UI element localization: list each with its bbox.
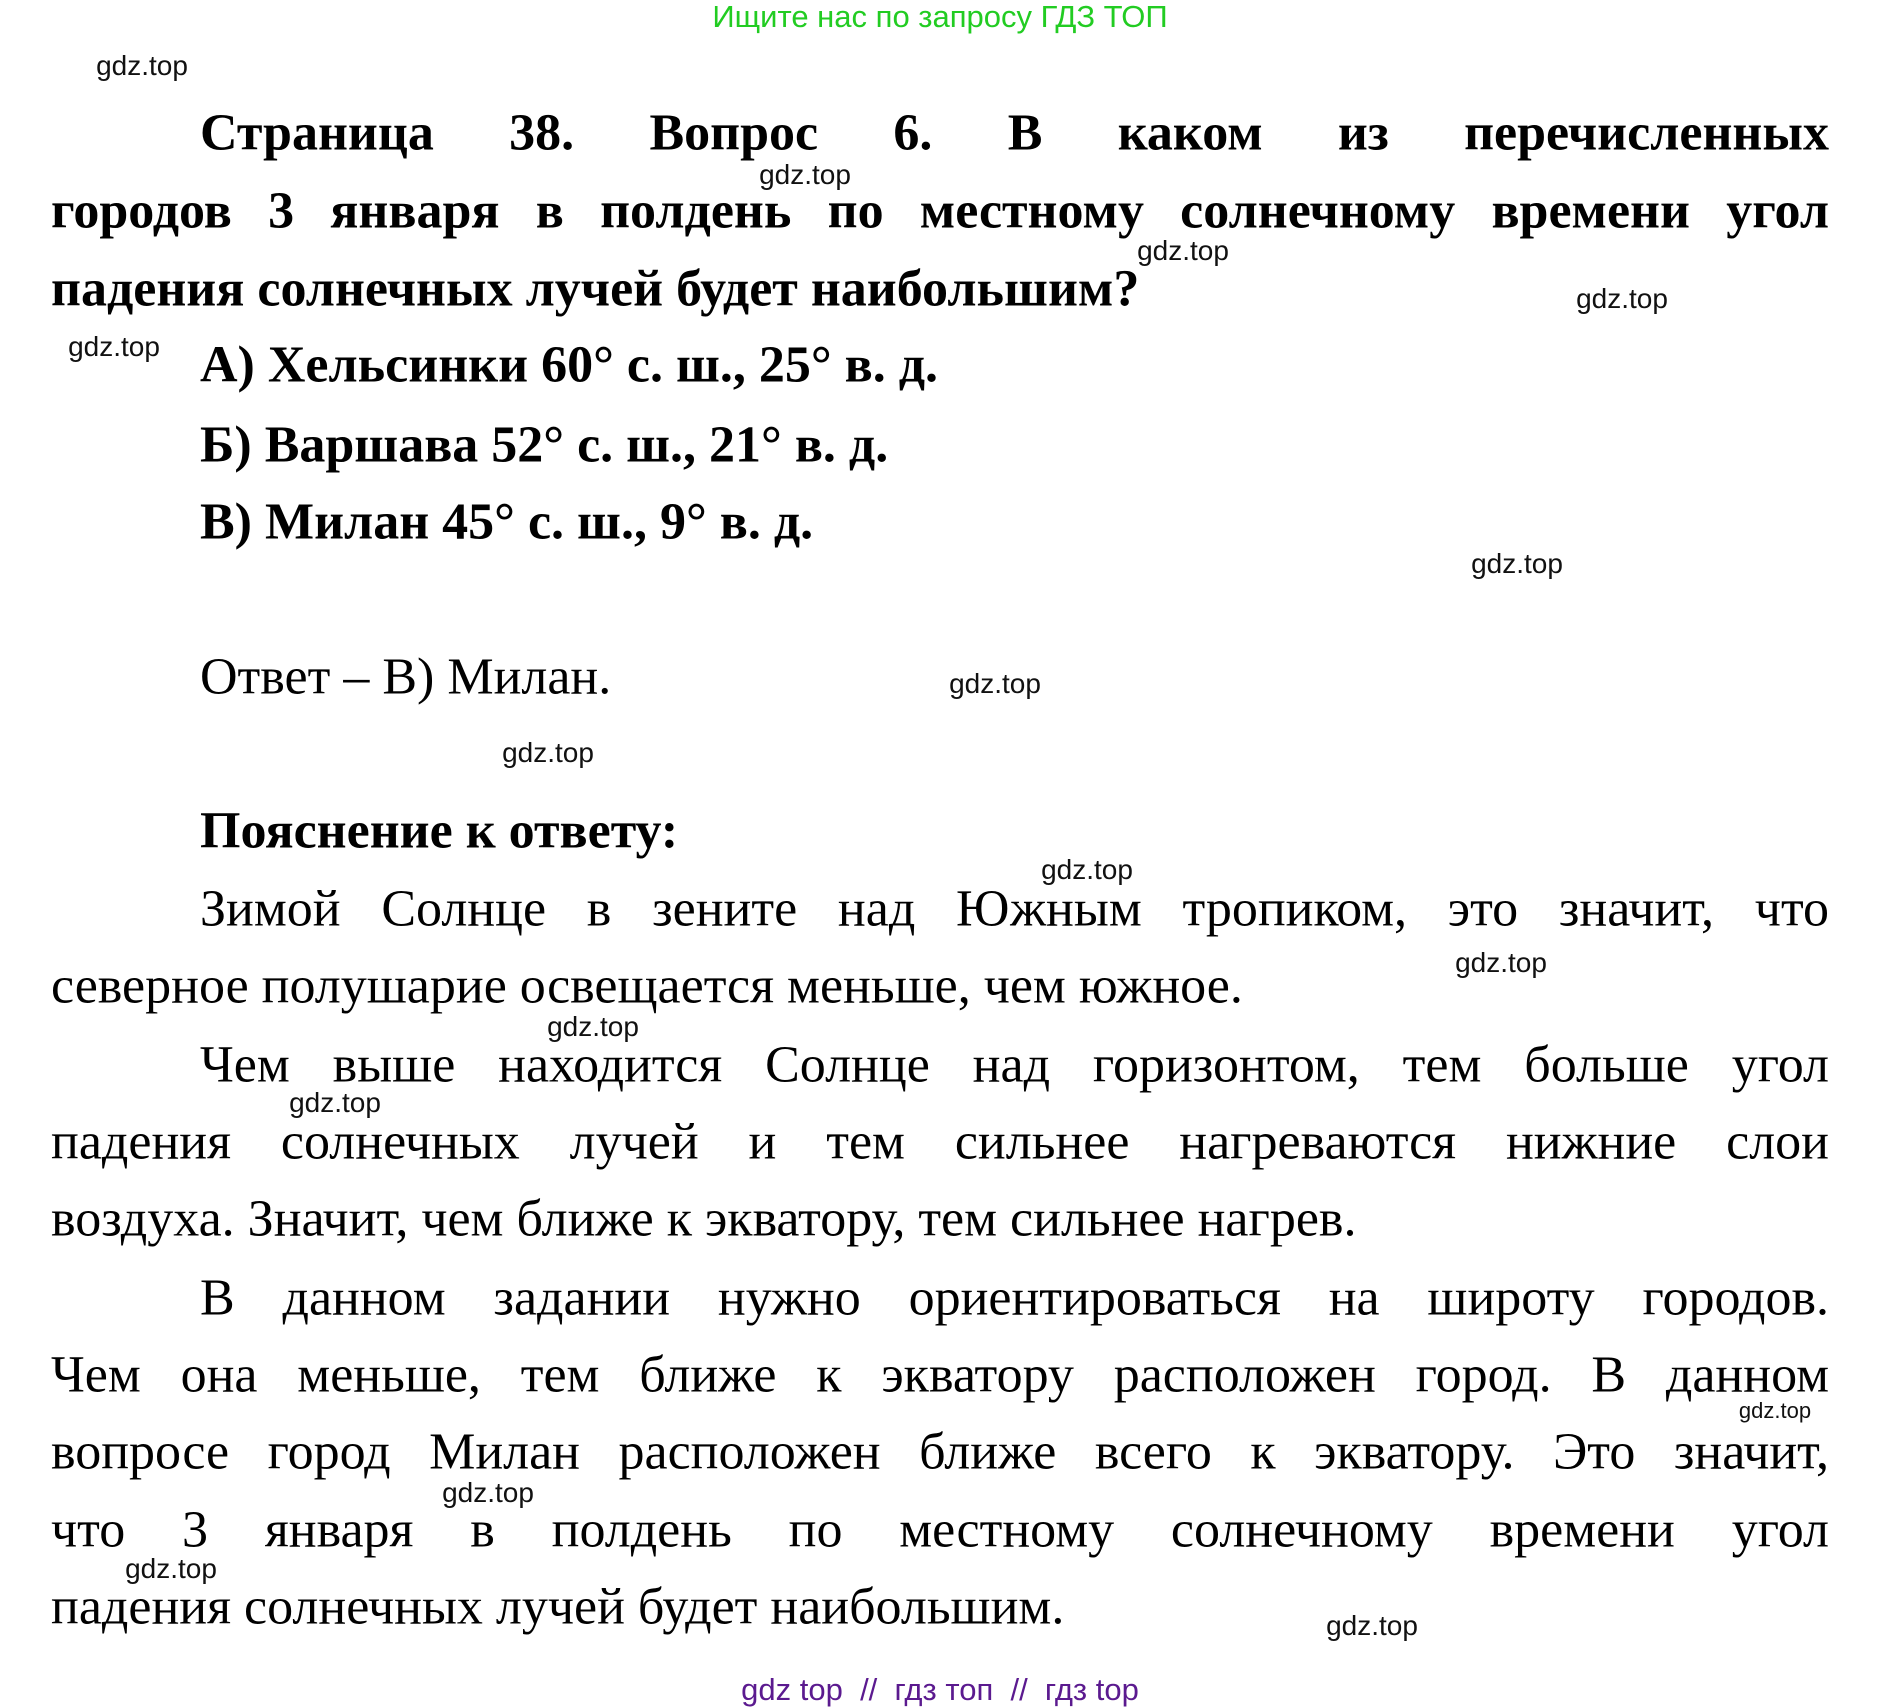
watermark: gdz.top: [289, 1087, 381, 1118]
question-line: падения солнечных лучей будет наибольшим?: [51, 260, 1140, 318]
explanation-line: вопросе город Милан расположен ближе всего к экватору. Это значит,: [51, 1423, 1829, 1481]
explanation-line: падения солнечных лучей будет наибольшим.: [51, 1578, 1065, 1636]
option-a: А) Хельсинки 60° с. ш., 25° в. д.: [200, 336, 939, 394]
search-banner: Ищите нас по запросу ГДЗ ТОП: [712, 0, 1168, 34]
watermark: gdz.top: [502, 737, 594, 768]
explanation-line: падения солнечных лучей и тем сильнее нагреваются нижние слои: [51, 1113, 1829, 1171]
watermark: gdz.top: [547, 1011, 639, 1042]
watermark: gdz.top: [949, 668, 1041, 699]
watermark: gdz.top: [1576, 283, 1668, 314]
watermark: gdz.top: [1471, 548, 1563, 579]
explanation-line: Зимой Солнце в зените над Южным тропиком, это значит, что: [200, 880, 1829, 938]
watermark: gdz.top: [96, 50, 188, 81]
watermark: gdz.top: [759, 159, 851, 190]
option-b: Б) Варшава 52° с. ш., 21° в. д.: [200, 416, 889, 474]
explanation-line: воздуха. Значит, чем ближе к экватору, тем сильнее нагрев.: [51, 1190, 1357, 1248]
watermark: gdz.top: [1455, 947, 1547, 978]
explanation-heading: Пояснение к ответу:: [200, 802, 679, 860]
explanation-line: Чем она меньше, тем ближе к экватору расположен город. В данном: [51, 1346, 1829, 1404]
explanation-line: что 3 января в полдень по местному солнечному времени угол: [51, 1501, 1829, 1559]
explanation-line: Чем выше находится Солнце над горизонтом, тем больше угол: [200, 1036, 1829, 1094]
option-c: В) Милан 45° с. ш., 9° в. д.: [200, 493, 814, 551]
answer: Ответ – В) Милан.: [200, 648, 612, 706]
explanation-line: В данном задании нужно ориентироваться на широту городов.: [200, 1269, 1829, 1327]
watermark: gdz.top: [1137, 235, 1229, 266]
question-line: городов 3 января в полдень по местному солнечному времени угол: [51, 182, 1829, 240]
explanation-line: северное полушарие освещается меньше, чем южное.: [51, 957, 1243, 1015]
watermark: gdz.top: [68, 331, 160, 362]
footer-links[interactable]: gdz top // гдз топ // гдз top: [741, 1672, 1139, 1707]
watermark: gdz.top: [1326, 1610, 1418, 1641]
watermark: gdz.top: [1738, 1398, 1812, 1423]
question-title-line: Страница 38. Вопрос 6. В каком из перечисленных: [200, 104, 1829, 162]
watermark: gdz.top: [1041, 854, 1133, 885]
watermark: gdz.top: [442, 1477, 534, 1508]
watermark: gdz.top: [125, 1553, 217, 1584]
